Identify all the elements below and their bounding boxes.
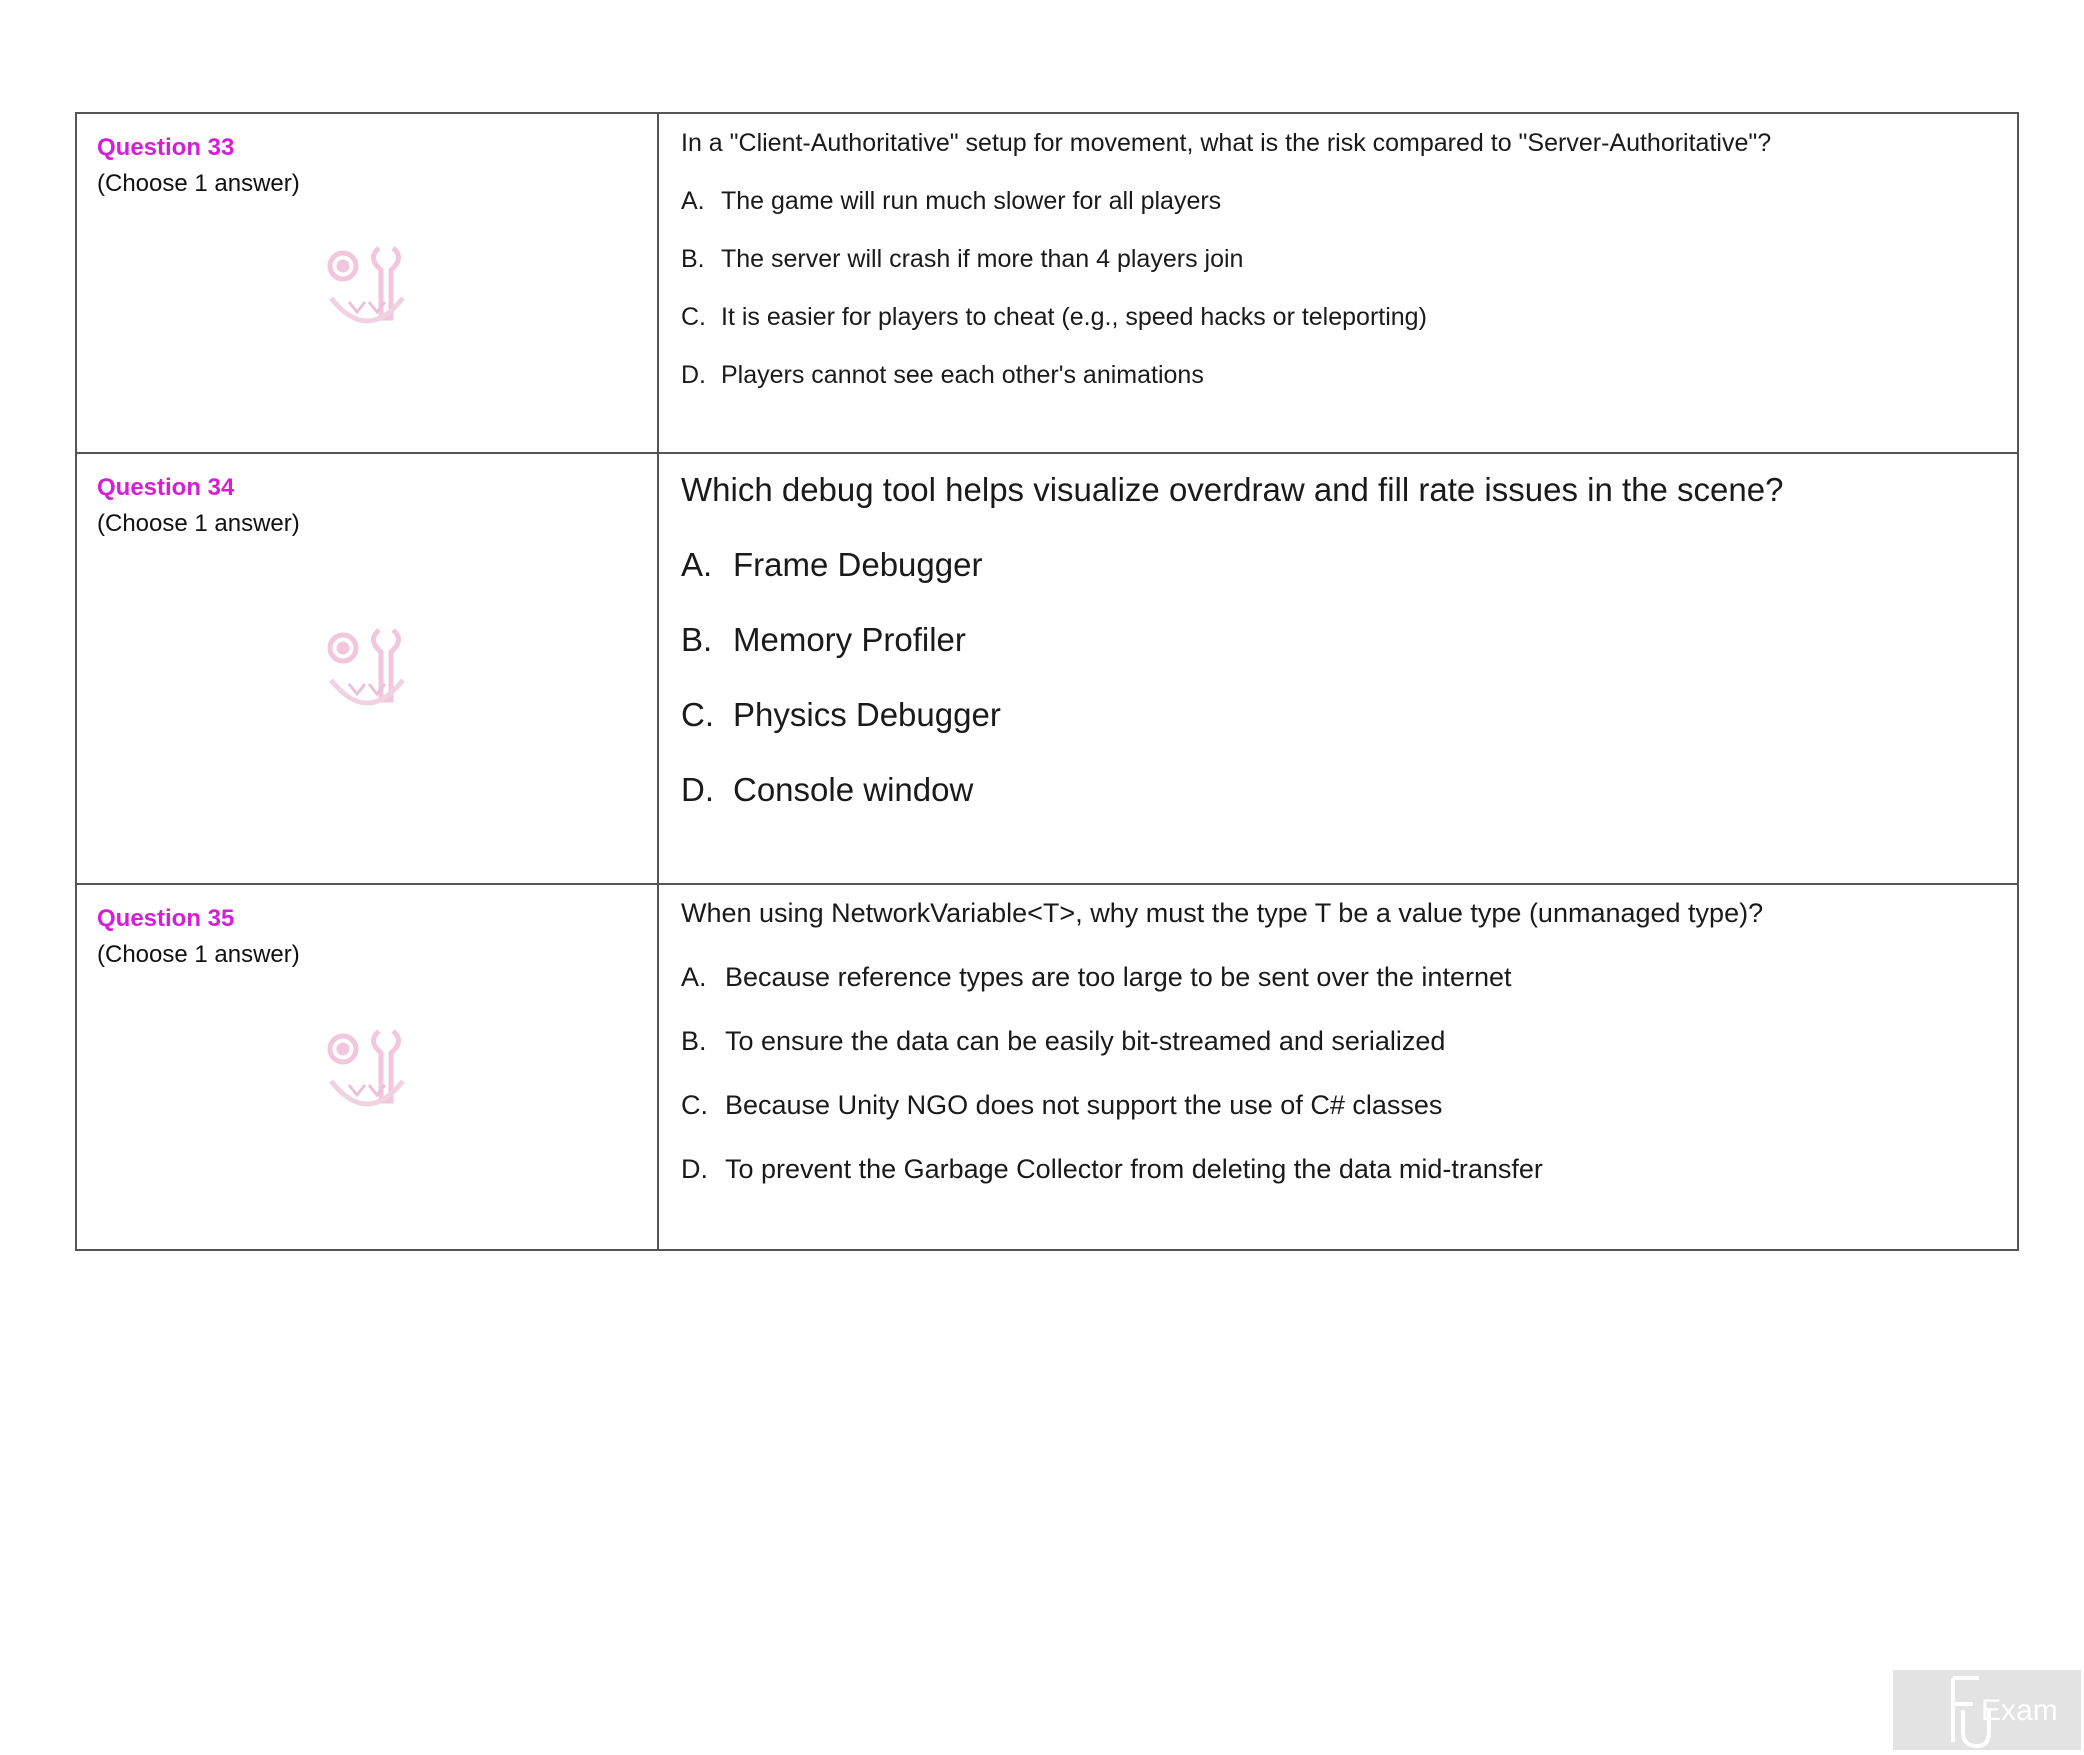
option-letter: B. xyxy=(681,621,713,658)
answer-option-d[interactable] xyxy=(681,1151,2017,1187)
option-text: The game will run much slower for all players xyxy=(721,187,1222,215)
answer-option-a[interactable] xyxy=(681,959,2017,995)
logo-text: Exam xyxy=(1981,1694,2058,1727)
answer-option-d[interactable] xyxy=(681,358,2017,392)
option-letter: D. xyxy=(681,771,714,808)
question-text: Which debug tool helps visualize overdraw and fill rate issues in the scene? xyxy=(681,471,1784,508)
option-text: Players cannot see each other's animations xyxy=(721,361,1204,389)
option-text: Console window xyxy=(733,771,974,808)
option-text: Physics Debugger xyxy=(733,696,1001,733)
gear-wrench-watermark-icon xyxy=(317,240,417,336)
gear-wrench-watermark-icon xyxy=(317,1023,417,1119)
option-letter: A. xyxy=(681,187,705,215)
option-letter: C. xyxy=(681,303,706,331)
option-letter: C. xyxy=(681,1090,708,1120)
question-content-cell xyxy=(658,884,2018,1250)
option-text: Memory Profiler xyxy=(733,621,966,658)
answer-option-c[interactable] xyxy=(681,693,2017,737)
question-instruction: (Choose 1 answer) xyxy=(97,941,300,968)
option-letter: A. xyxy=(681,962,707,992)
option-letter: D. xyxy=(681,1154,708,1184)
question-info-cell xyxy=(76,453,658,884)
question-instruction: (Choose 1 answer) xyxy=(97,170,300,197)
option-text: To ensure the data can be easily bit-streamed and serialized xyxy=(725,1026,1446,1056)
question-content-cell xyxy=(658,453,2018,884)
question-row xyxy=(76,453,2018,884)
question-title: Question 33 xyxy=(97,134,235,161)
answer-option-c[interactable] xyxy=(681,300,2017,334)
fu-exam-logo-icon xyxy=(1893,1670,2081,1750)
answer-option-b[interactable] xyxy=(681,242,2017,276)
option-letter: B. xyxy=(681,245,705,273)
answer-option-a[interactable] xyxy=(681,184,2017,218)
question-text: When using NetworkVariable<T>, why must the type T be a value type (unmanaged type)? xyxy=(681,898,1764,928)
question-instruction: (Choose 1 answer) xyxy=(97,510,300,537)
question-info-cell xyxy=(76,884,658,1250)
question-text: In a "Client-Authoritative" setup for movement, what is the risk compared to "Server-Authoritative"? xyxy=(681,129,1772,157)
fu-exam-logo xyxy=(1893,1670,2081,1750)
question-title: Question 34 xyxy=(97,474,235,501)
answer-option-c[interactable] xyxy=(681,1087,2017,1123)
option-text: Because reference types are too large to be sent over the internet xyxy=(725,962,1512,992)
option-letter: D. xyxy=(681,361,706,389)
question-row xyxy=(76,113,2018,453)
option-letter: C. xyxy=(681,696,714,733)
question-title: Question 35 xyxy=(97,905,235,932)
option-text: It is easier for players to cheat (e.g., speed hacks or teleporting) xyxy=(721,303,1427,331)
question-table xyxy=(75,112,2019,1251)
question-content-cell xyxy=(658,113,2018,453)
answer-option-b[interactable] xyxy=(681,618,2017,662)
option-text: Because Unity NGO does not support the use of C# classes xyxy=(725,1090,1443,1120)
question-info-cell xyxy=(76,113,658,453)
gear-wrench-watermark-icon xyxy=(317,622,417,718)
answer-option-d[interactable] xyxy=(681,768,2017,812)
option-text: To prevent the Garbage Collector from deleting the data mid-transfer xyxy=(725,1154,1543,1184)
option-letter: B. xyxy=(681,1026,707,1056)
answer-option-b[interactable] xyxy=(681,1023,2017,1059)
option-letter: A. xyxy=(681,546,713,583)
answer-option-a[interactable] xyxy=(681,543,2017,587)
question-row xyxy=(76,884,2018,1250)
option-text: The server will crash if more than 4 players join xyxy=(721,245,1244,273)
option-text: Frame Debugger xyxy=(733,546,983,583)
